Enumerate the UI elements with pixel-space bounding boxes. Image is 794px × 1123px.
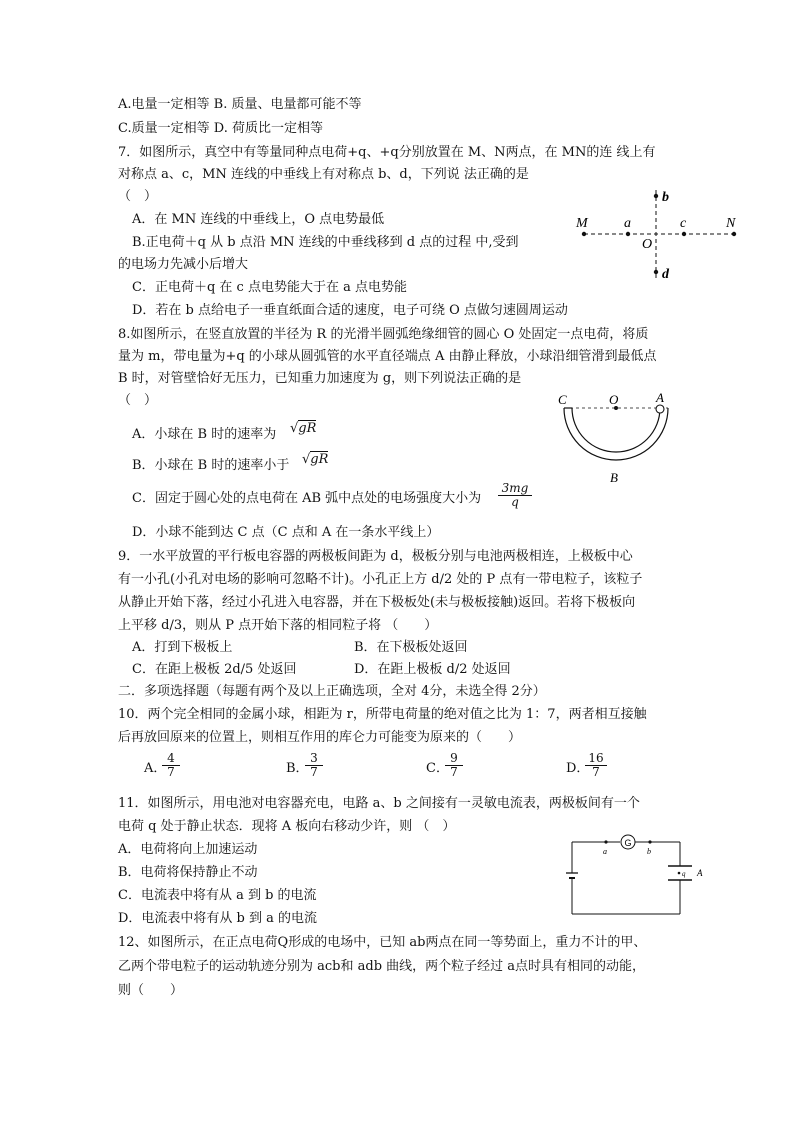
q11-point-a [604, 840, 607, 843]
q8-fraction-denominator: q [511, 495, 519, 509]
q9-option-a: A．打到下极板上 [132, 640, 233, 655]
q8-ball [656, 405, 664, 413]
q6-options-line2: C.质量一定相等 D. 荷质比一定相等 [118, 121, 323, 136]
q11-option-c: C．电流表中将有从 a 到 b 的电流 [118, 888, 317, 903]
q8-option-a: A．小球在 B 时的速率为 [132, 427, 277, 442]
q8-fraction-numerator: 3mg [498, 482, 532, 496]
q7-label-c: c [680, 216, 687, 231]
q8-option-c-fraction [498, 482, 532, 509]
q10-stem-line1: 10．两个完全相同的金属小球，相距为 r，所带电荷量的绝对值之比为 1：7，两者相互接触 [118, 707, 647, 722]
q8-label-o: O [609, 392, 619, 407]
q8-label-b: B [610, 470, 618, 485]
q9-stem-line3: 从静止开始下落，经过小孔进入电容器，并在下极板处(未与极板接触)返回。若将下极板向 [118, 595, 636, 610]
q10-stem-line2: 后再放回原来的位置上，则相互作用的库仑力可能变为原来的（ ） [118, 730, 522, 745]
q8-inner-arc [572, 408, 660, 452]
q9-stem-line2: 有一小孔(小孔对电场的影响可忽略不计)。小孔正上方 d/2 处的 P 点有一带电粒子，该粒子 [118, 572, 643, 587]
section-2-heading: 二．多项选择题（每题有两个及以上正确选项，全对 4分，未选全得 2分） [118, 684, 546, 699]
q7-point-d [654, 270, 658, 274]
q7-option-d: D．若在 b 点给电子一垂直纸面合适的速度，电子可绕 O 点做匀速圆周运动 [132, 303, 568, 318]
q7-option-a: A．在 MN 连线的中垂线上，O 点电势最低 [132, 212, 385, 227]
q7-label-m: M [576, 216, 588, 231]
q11-circuit-figure [566, 830, 716, 920]
q9-option-b: B．在下极板处返回 [354, 640, 468, 655]
q8-option-b: B．小球在 B 时的速率小于 [132, 458, 290, 473]
q7-point-b [654, 194, 658, 198]
q10-option-b-fraction: $\frac{3}{7}$ [305, 752, 323, 779]
q10-option-c: C． [426, 761, 449, 776]
q8-option-c: C．固定于圆心处的点电荷在 AB 弧中点处的电场强度大小为 [132, 491, 482, 506]
q8-option-d: D．小球不能到达 C 点（C 点和 A 在一条水平线上） [132, 525, 440, 540]
q8-figure [556, 390, 676, 490]
q7-point-c [682, 232, 686, 236]
q9-stem-line1: 9．一水平放置的平行板电容器的两极板间距为 d，极板分别与电池两极相连，上极板中心 [118, 549, 633, 564]
q10-option-d-fraction: $\frac{16}{7}$ [585, 752, 607, 779]
q12-stem-line2: 乙两个带电粒子的运动轨迹分别为 acb和 adb 曲线，两个粒子经过 a点时具有相同的动能， [118, 959, 646, 974]
q12-stem-line1: 12、如图所示，在正点电荷Q形成的电场中，已知 ab两点在同一等势面上，重力不计的甲、 [118, 935, 647, 950]
q10-option-a-fraction: $\frac{4}{7}$ [162, 752, 180, 779]
q8-paren: （ ） [118, 393, 158, 408]
q8-stem-line2: 量为 m，带电量为+q 的小球从圆弧管的水平直径端点 A 由静止释放，小球沿细管滑到最低点 [118, 349, 657, 364]
q7-stem-line2: 对称点 a、c，MN 连线的中垂线上有对称点 b、d，下列说 法正确的是 [118, 167, 529, 182]
q11-label-b: b [647, 847, 651, 856]
q7-label-n: N [726, 216, 736, 231]
q10-option-d: D． [566, 761, 590, 776]
q7-point-n [732, 232, 736, 236]
q11-stem-line1: 11．如图所示，用电池对电容器充电，电路 a、b 之间接有一灵敏电流表，两极板间有一个 [118, 796, 640, 811]
q8-stem-line1: 8.如图所示，在竖直放置的半径为 R 的光滑半圆弧绝缘细管的圆心 O 处固定一点电荷，将质 [118, 327, 649, 342]
q9-stem-line4: 上平移 d/3，则从 P 点开始下落的相同粒子将 （ ） [118, 618, 438, 633]
q7-figure [570, 180, 750, 290]
q11-charge-q [678, 872, 681, 875]
q12-stem-line3: 则（ ） [118, 983, 184, 998]
q11-option-a: A．电荷将向上加速运动 [118, 842, 258, 857]
q9-option-d: D．在距上极板 d/2 处返回 [354, 662, 511, 677]
q8-label-c: C [558, 392, 567, 407]
q8-option-b-sqrt: √gR [302, 452, 329, 467]
q7-label-a: a [624, 216, 631, 231]
q10-option-c-fraction: $\frac{9}{7}$ [445, 752, 463, 779]
q7-stem-line1: 7．如图所示，真空中有等量同种点电荷+q、+q分别放置在 M、N两点，在 MN的连 线上有 [118, 145, 656, 160]
q8-label-a: A [656, 390, 664, 405]
q7-option-b-line1: B.正电荷＋q 从 b 点沿 MN 连线的中垂线移到 d 点的过程 中,受到 [132, 235, 519, 250]
q11-point-b [648, 840, 651, 843]
q7-label-o: O [642, 237, 653, 252]
q10-option-a: A． [144, 761, 167, 776]
q7-label-b: b [662, 190, 669, 205]
q11-label-q: q [682, 870, 686, 878]
q7-option-c: C．正电荷＋q 在 c 点电势能大于在 a 点电势能 [132, 280, 407, 295]
q7-paren: （ ） [118, 189, 158, 204]
q11-label-plate-a: A [697, 868, 703, 878]
q11-stem-line2: 电荷 q 处于静止状态．现将 A 板向右移动少许，则 （ ） [118, 819, 456, 834]
q7-point-m [582, 232, 586, 236]
q10-option-b: B． [286, 761, 309, 776]
q11-option-d: D．电流表中将有从 b 到 a 的电流 [118, 911, 318, 926]
q7-label-d: d [662, 267, 669, 282]
q7-point-a [626, 232, 630, 236]
q9-option-c: C．在距上极板 2d/5 处返回 [132, 662, 297, 677]
q11-label-a: a [603, 847, 607, 856]
q8-stem-line3: B 时，对管壁恰好无压力，已知重力加速度为 g，则下列说法正确的是 [118, 371, 522, 386]
q11-option-b: B．电荷将保持静止不动 [118, 865, 258, 880]
q11-label-g: G [624, 838, 632, 848]
q8-option-a-sqrt: √gR [290, 421, 317, 436]
q7-option-b-line2: 的电场力先减小后增大 [118, 257, 249, 272]
q6-options-line1: A.电量一定相等 B. 质量、电量都可能不等 [118, 97, 362, 112]
